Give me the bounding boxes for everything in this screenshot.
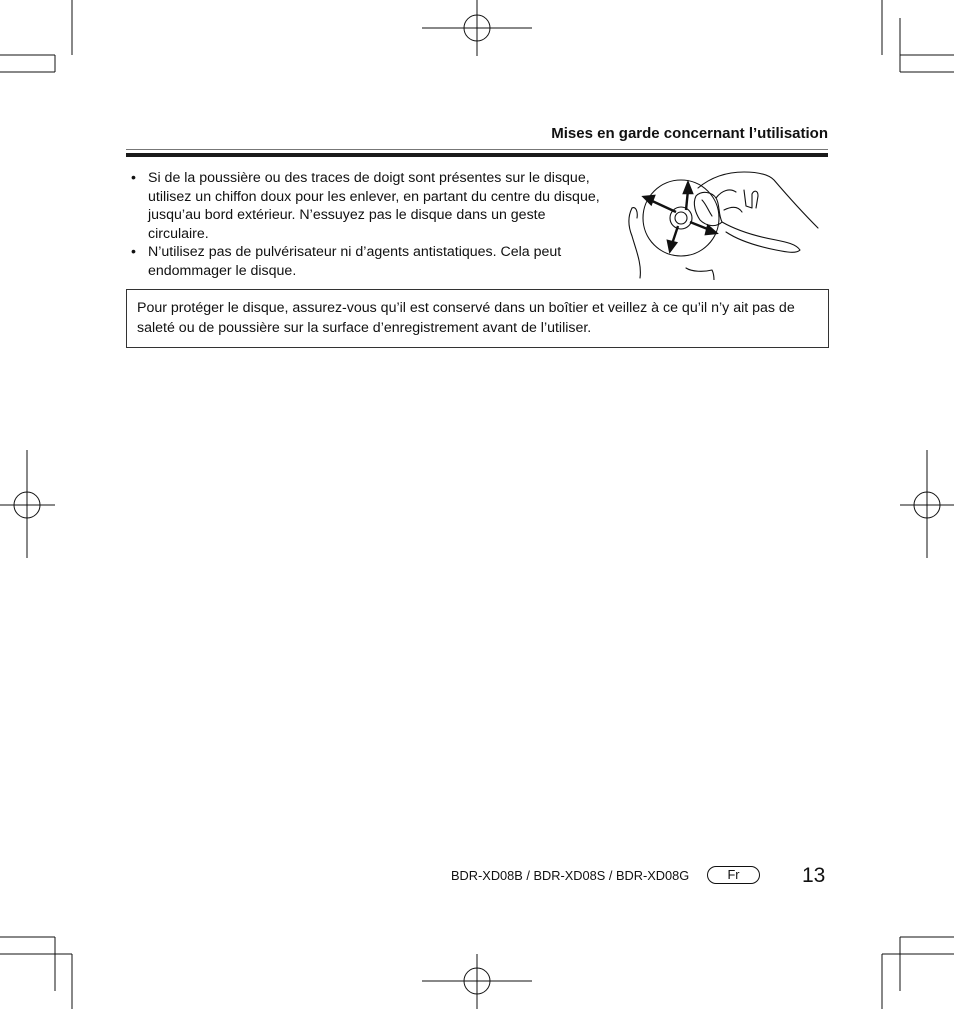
precaution-list <box>126 169 608 281</box>
list-item <box>126 243 608 280</box>
storage-note-box <box>126 289 829 348</box>
disc-wiping-icon <box>626 168 826 280</box>
bullet-marker: • <box>131 170 136 186</box>
storage-note-text: Pour protéger le disque, assurez-vous qu’il est conservé dans un boîtier et veillez à ce qu’il n’y ait pas de saleté ou de poussière sur la surface d’enregistrement avant de l’utiliser. <box>137 300 795 336</box>
language-badge: Fr <box>707 866 760 884</box>
footer-model-numbers: BDR-XD08B / BDR-XD08S / BDR-XD08G <box>451 868 690 883</box>
bullet-marker: • <box>131 244 136 261</box>
list-item-text: N’utilisez pas de pulvérisateur ni d’agents antistatiques. Cela peut endommager le disque. <box>148 244 562 279</box>
header-rule-thick <box>126 153 828 157</box>
list-item <box>126 169 608 243</box>
page-number: 13 <box>802 864 826 887</box>
list-item-text: Si de la poussière ou des traces de doigt sont présentes sur le disque, utilisez un chiffon doux pour les enlever, en partant du centre du disque, jusqu’au bord extérieur. N’essuyez pas le disque dans un geste circulaire. <box>148 170 600 242</box>
header-rule-thin <box>126 149 828 150</box>
section-title: Mises en garde concernant l’utilisation <box>551 125 828 142</box>
